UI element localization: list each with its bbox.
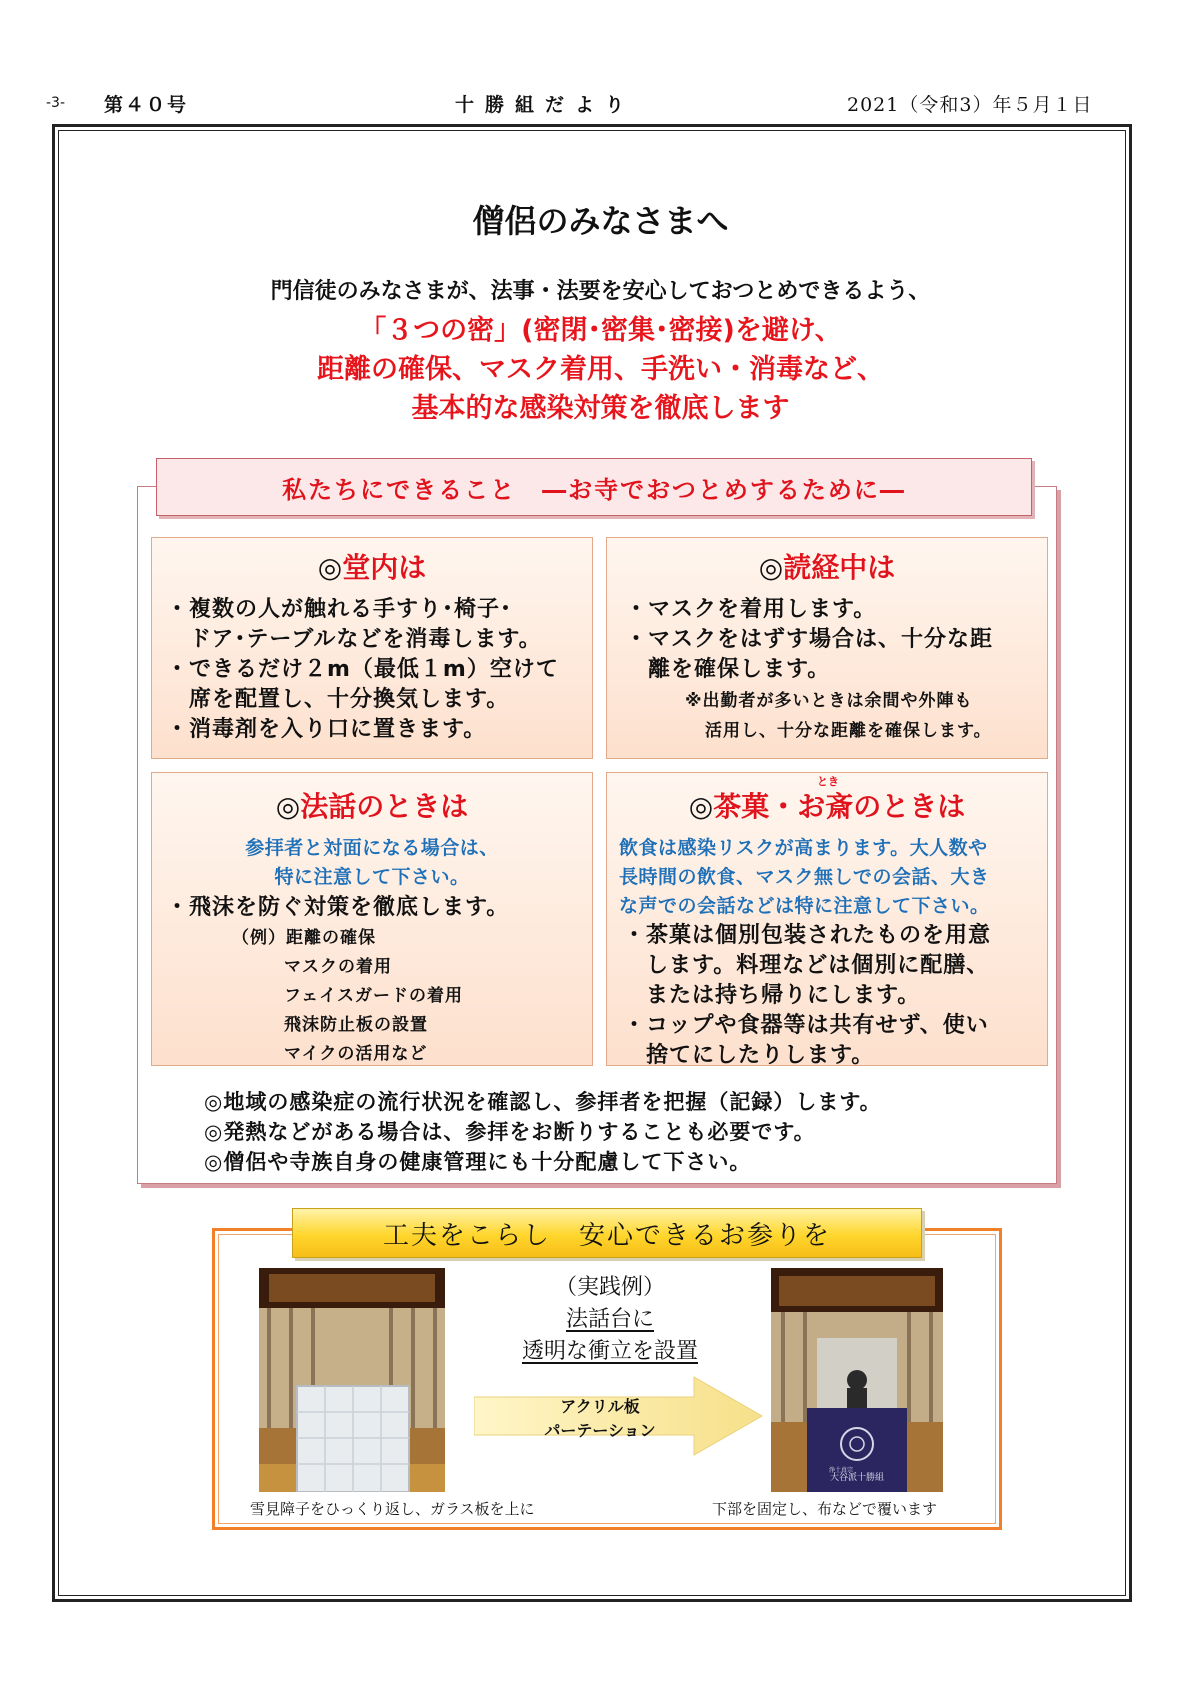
photo-glass-shoji xyxy=(259,1268,445,1492)
double-circle-mark: ◎ xyxy=(688,790,714,823)
practice-heading: 工夫をこらし 安心できるお参りを xyxy=(292,1208,922,1258)
card-sutra xyxy=(606,537,1048,759)
card-title: ◎読経中は xyxy=(758,551,896,584)
example-line-2: 透明な衝立を設置 xyxy=(521,1339,698,1364)
card-line: ・茶菓は個別包装されたものを用意 xyxy=(623,923,992,948)
lead-line-3: 距離の確保、マスク着用、手洗い・消毒など、 xyxy=(317,354,884,385)
card-line: ・複数の人が触れる手すり･椅子･ xyxy=(166,597,513,622)
card-note: ※出勤者が多いときは余間や外陣も xyxy=(685,691,973,711)
double-circle-mark: ◎ xyxy=(317,551,343,584)
card-line: ・消毒剤を入り口に置きます。 xyxy=(166,717,487,742)
banner-text: 大谷派十勝組 xyxy=(829,1473,885,1483)
lead-line-4: 基本的な感染対策を徹底します xyxy=(411,393,790,424)
page-number: -3- xyxy=(46,95,66,111)
newsletter-title: 十勝組だより xyxy=(455,94,636,116)
lead-line-2: 「３つの密」(密閉･密集･密接)を避け、 xyxy=(359,315,842,346)
note-line: ◎僧侶や寺族自身の健康管理にも十分配慮して下さい。 xyxy=(204,1150,752,1174)
card-line: または持ち帰りにします。 xyxy=(623,983,921,1008)
note-line: ◎地域の感染症の流行状況を確認し、参拝者を把握（記録）します。 xyxy=(204,1090,882,1114)
card-hall xyxy=(151,537,593,759)
issue-date: 2021（令和3）年５月１日 xyxy=(847,94,1093,116)
card-line: 席を配置し、十分換気します。 xyxy=(166,687,510,712)
lead-line-1: 門信徒のみなさまが、法事・法要を安心しておつとめできるよう、 xyxy=(270,279,931,304)
example-label: （実践例） xyxy=(554,1275,665,1300)
card-caution: 特に注意して下さい。 xyxy=(274,866,470,888)
card-line: 捨てにしたりします。 xyxy=(623,1043,875,1068)
double-circle-mark: ◎ xyxy=(275,790,301,823)
card-line: ドア･テーブルなどを消毒します。 xyxy=(166,627,542,652)
note-line: ◎発熱などがある場合は、参拝をお断りすることも必要です。 xyxy=(204,1120,816,1144)
card-line: します。料理などは個別に配膳、 xyxy=(623,953,990,978)
card-line: 離を確保します。 xyxy=(625,657,831,682)
example-item: マスクの着用 xyxy=(284,957,392,977)
banner-text-small: 浄土真宗 xyxy=(829,1467,854,1474)
measures-heading: 私たちにできること ―お寺でおつとめするために― xyxy=(156,458,1032,516)
photo-draped-partition xyxy=(771,1268,943,1492)
card-title: ◎堂内は xyxy=(317,551,427,584)
card-sermon xyxy=(151,772,593,1066)
card-title: ◎法話のときは xyxy=(275,790,469,823)
card-line: ・飛沫を防ぐ対策を徹底します。 xyxy=(166,895,510,920)
card-note: 活用し、十分な距離を確保します。 xyxy=(705,721,992,741)
card-line: ・コップや食器等は共有せず、使い xyxy=(623,1013,989,1038)
issue-number: 第４０号 xyxy=(104,94,189,116)
card-caution: 長時間の飲食、マスク無しでの会話、大き xyxy=(619,866,990,888)
card-line: ・できるだけ２m（最低１m）空けて xyxy=(166,657,559,682)
card-line: ・マスクを着用します。 xyxy=(625,597,877,622)
ruby-reading: とき xyxy=(817,775,839,788)
example-item: （例）距離の確保 xyxy=(232,928,376,948)
example-item: マイクの活用など xyxy=(284,1044,428,1064)
card-title: ◎茶菓・お斎のときは xyxy=(688,790,966,823)
caption-left: 雪見障子をひっくり返し、ガラス板を上に xyxy=(250,1500,535,1518)
card-refreshments xyxy=(606,772,1048,1066)
card-caution: 飲食は感染リスクが高まります。大人数や xyxy=(619,837,988,859)
card-caution: な声での会話などは特に注意して下さい。 xyxy=(619,895,990,917)
example-item: 飛沫防止板の設置 xyxy=(284,1015,428,1035)
arrow-label-1: アクリル板 xyxy=(560,1397,640,1416)
card-caution: 参拝者と対面になる場合は、 xyxy=(245,837,499,859)
example-line-1: 法話台に xyxy=(565,1307,654,1332)
double-circle-mark: ◎ xyxy=(758,551,784,584)
example-item: フェイスガードの着用 xyxy=(284,986,463,1006)
caption-right: 下部を固定し、布などで覆います xyxy=(712,1500,938,1518)
arrow-label-2: パーテーション xyxy=(544,1421,656,1440)
card-line: ・マスクをはずす場合は、十分な距 xyxy=(625,627,994,652)
page-title: 僧侶のみなさまへ xyxy=(472,202,729,240)
